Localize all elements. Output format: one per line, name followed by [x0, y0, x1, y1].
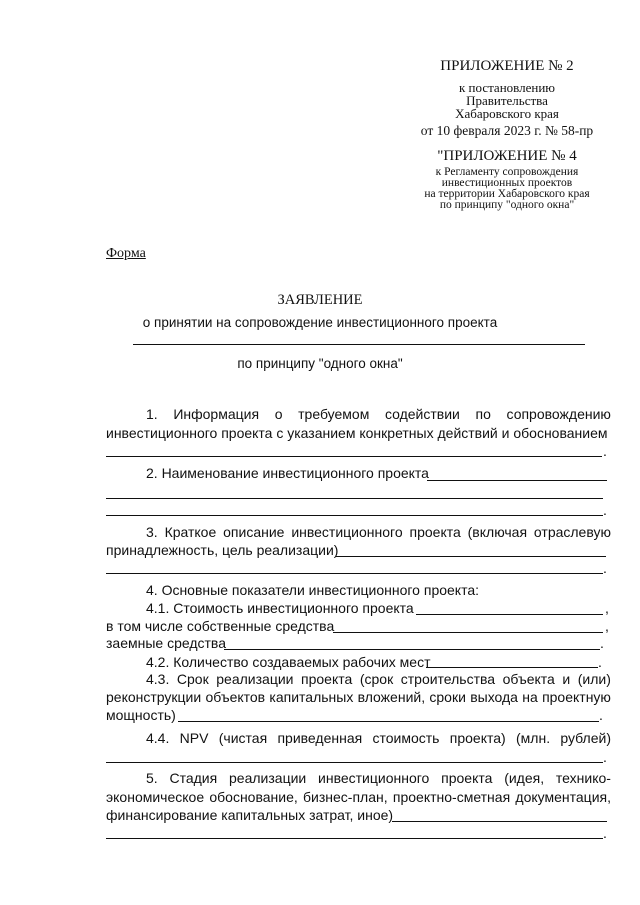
section-1-line-2: инвестиционного проекта с указанием конкретных действий и обоснованием [106, 425, 608, 441]
implementation-term-field[interactable] [178, 721, 599, 722]
document-title: ЗАЯВЛЕНИЕ [277, 292, 363, 308]
word: 3. [146, 524, 158, 540]
word: выхода [470, 689, 518, 705]
project-description-field-line-2[interactable] [106, 573, 603, 574]
word: 4.4. [146, 730, 170, 746]
word: реализации [229, 770, 307, 786]
word: (включая [467, 524, 528, 540]
borrowed-funds-field[interactable] [224, 649, 600, 650]
word: описание [223, 524, 285, 540]
project-name-field[interactable] [427, 480, 607, 481]
word: объектов [205, 689, 266, 705]
project-name-field-line-3[interactable] [106, 515, 603, 516]
word: по [475, 406, 491, 422]
section-2-label: 2. Наименование инвестиционного проекта [146, 465, 429, 481]
section-1-line-1 [146, 406, 611, 422]
word: документация, [515, 789, 611, 805]
word: на [522, 689, 538, 705]
appendix-2-line: Хабаровского края [455, 106, 559, 121]
word: NPV [179, 730, 209, 746]
appendix-4-line: на территории Хабаровского края [424, 188, 590, 200]
word: проекта [441, 770, 493, 786]
section-3-line-1 [146, 524, 611, 540]
word: проектную [542, 689, 611, 705]
word: Информация [173, 406, 260, 422]
word: экономическое [106, 789, 205, 805]
section-4-3-line-3: мощность) [106, 707, 176, 723]
section-5-line-1 [146, 770, 611, 786]
word: требуемом [298, 406, 370, 422]
section-5-line-3: финансирование капитальных затрат, иное) [106, 807, 394, 823]
word: (чистая [218, 730, 268, 746]
project-description-field[interactable] [336, 556, 606, 557]
word: реконструкции [106, 689, 202, 705]
word: обоснование, [209, 789, 298, 805]
word: содействии [384, 406, 460, 422]
borrowed-funds-label: заемные средства [106, 635, 226, 651]
appendix-4-line: к Регламенту сопровождения [435, 166, 579, 178]
section-4-3-line-2 [106, 689, 611, 705]
word: приведенная [277, 730, 363, 746]
appendix-4-line: инвестиционных проектов [441, 177, 573, 189]
section-4-2-label: 4.2. Количество создаваемых рабочих мест [146, 654, 431, 670]
word: отраслевую [533, 524, 611, 540]
appendix-2-line: Правительства [466, 93, 548, 108]
word: (млн. [516, 730, 551, 746]
project-name-field-line-2[interactable] [106, 498, 603, 499]
word: 1. [146, 406, 158, 422]
section-4-4-end: . [603, 749, 607, 765]
own-funds-field[interactable] [333, 632, 603, 633]
section-5-line-2 [106, 789, 611, 805]
word: проекта) [449, 730, 506, 746]
subtitle-rule [133, 344, 585, 345]
word: проекта [409, 524, 461, 540]
own-funds-label: в том числе собственные средства [106, 618, 335, 634]
section-4-2-end: . [598, 654, 602, 670]
npv-field[interactable] [106, 762, 603, 763]
document-subtitle: о принятии на сопровождение инвестиционного проекта [142, 315, 498, 330]
own-funds-end: , [605, 618, 609, 634]
section-5-end: . [603, 825, 607, 841]
word: рублей) [560, 730, 611, 746]
word: (или) [577, 671, 611, 687]
word: объекта [502, 671, 555, 687]
appendix-2-date: от 10 февраля 2023 г. № 58-пр [420, 123, 594, 138]
word: 5. [146, 770, 158, 786]
project-stage-field[interactable] [392, 821, 607, 822]
project-stage-field-line-2[interactable] [106, 838, 603, 839]
appendix-4-title: "ПРИЛОЖЕНИЕ № 4 [437, 148, 577, 164]
word: реализации [216, 671, 294, 687]
section-4-3-end: . [599, 707, 603, 723]
section-3-end: . [603, 560, 607, 576]
section-4-3-line-1 [146, 671, 611, 687]
section-4-title: 4. Основные показатели инвестиционного проекта: [146, 582, 480, 598]
word: Стадия [169, 770, 218, 786]
appendix-2-line: к постановлению [458, 80, 556, 95]
section-4-4-line-1 [146, 730, 611, 746]
word: (срок [359, 671, 394, 687]
word: и [562, 671, 571, 687]
borrowed-funds-end: . [600, 635, 604, 651]
word: инвестиционного [318, 770, 430, 786]
section-3-line-2: принадлежность, цель реализации) [106, 542, 339, 558]
word: 4.3. [146, 671, 170, 687]
word: проекта [301, 671, 353, 687]
word: Краткое [164, 524, 217, 540]
section-4-1-label: 4.1. Стоимость инвестиционного проекта [146, 600, 414, 616]
jobs-count-field[interactable] [426, 667, 598, 668]
section-1-blank[interactable] [106, 456, 602, 457]
appendix-4-line: по принципу "одного окна" [439, 199, 575, 211]
word: технико- [555, 770, 611, 786]
word: проектно-сметная [392, 789, 511, 805]
section-2-end: . [603, 502, 607, 518]
document-subtitle-2: по принципу "одного окна" [237, 356, 403, 371]
section-1-end: . [603, 443, 607, 459]
word: инвестиционного [291, 524, 403, 540]
word: о [274, 406, 283, 422]
word: вложений, [357, 689, 426, 705]
word: сопровождению [506, 406, 611, 422]
word: сроки [429, 689, 466, 705]
word: бизнес-план, [303, 789, 388, 805]
section-4-1-end: , [605, 600, 609, 616]
word: Срок [176, 671, 209, 687]
project-cost-field[interactable] [416, 614, 603, 615]
word: капитальных [269, 689, 354, 705]
form-label: Форма [106, 246, 146, 261]
appendix-2-title: ПРИЛОЖЕНИЕ № 2 [440, 58, 574, 74]
word: стоимость [372, 730, 440, 746]
word: (идея, [504, 770, 545, 786]
word: строительства [400, 671, 496, 687]
